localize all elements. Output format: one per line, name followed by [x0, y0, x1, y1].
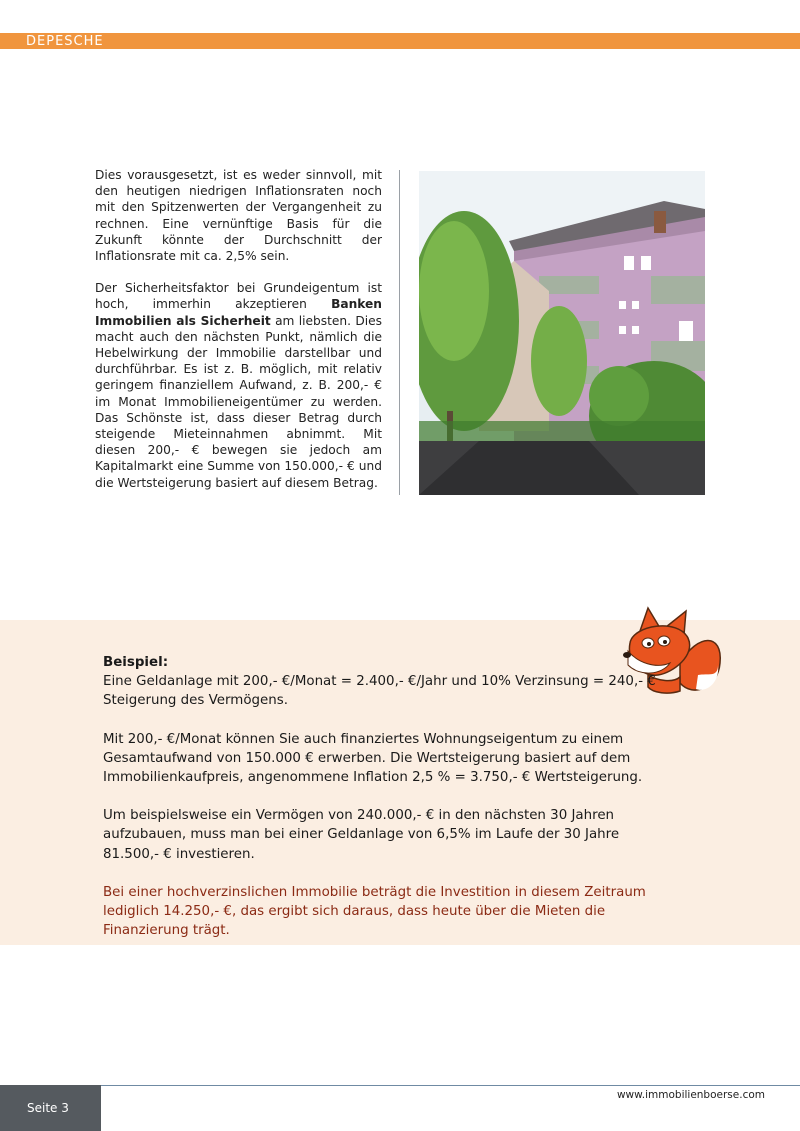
- column-divider: [399, 170, 400, 495]
- header-bar: [0, 33, 800, 49]
- example-block-1: [103, 653, 673, 711]
- article-paragraph-2: Der Sicherheitsfaktor bei Grundeigentum ist hoch, immerhin akzeptieren Banken Immobilien als Sicherheit am liebsten. Dies macht auch den nächsten Punkt, nämlich die Hebelwirkung der Immobilie darstellbar und durchführbar. Es ist z. B. möglich, mit relativ geringem finanziellem Aufwand, z. B. 200,- € im Monat Immobilieneigentümer zu werden. Das Schönste ist, dass dieser Betrag durch steigende Mieteinnahmen abnimmt. Mit diesen 200,- € bewegen sie jedoch am Kapitalmarkt eine Summe von 150.000,- € und die Wertsteigerung basiert auf diesem Betrag.: [95, 281, 383, 490]
- building-photo: [419, 171, 705, 495]
- page-number-badge: [0, 1085, 101, 1131]
- header-label: DEPESCHE: [26, 34, 104, 49]
- article-text: [95, 167, 382, 507]
- example-text: [103, 653, 673, 959]
- example-heading: Beispiel:: [103, 655, 169, 670]
- article-paragraph-1: Dies vorausgesetzt, ist es weder sinnvoll, mit den heutigen niedrigen Inflationsraten noch mit den Spitzenwerten der Vergangenheit zu rechnen. Eine vernünftige Basis für die Zukunft könnte der Durchschnitt der Inflationsrate mit ca. 2,5% sein.: [95, 168, 382, 264]
- bold-phrase: Banken Immobilien als Sicherheit: [95, 297, 382, 328]
- example-paragraph-2: Mit 200,- €/Monat können Sie auch finanziertes Wohnungseigentum zu einem Gesamtaufwand von 150.000 € erwerben. Die Wertsteigerung basiert auf dem Immobilienkaufpreis, angenommene Inflation 2,5 % = 3.750,- € Wertsteigerung.: [103, 731, 643, 786]
- example-paragraph-3: Um beispielsweise ein Vermögen von 240.000,- € in den nächsten 30 Jahren aufzubauen, muss man bei einer Geldanlage von 6,5% im Laufe der 30 Jahre 81.500,- € investieren.: [103, 808, 620, 862]
- footer-divider: [100, 1085, 800, 1086]
- page-number: Seite 3: [27, 1101, 69, 1115]
- example-paragraph-4: Bei einer hochverzinslichen Immobilie beträgt die Investition in diesem Zeitraum lediglich 14.250,- €, das ergibt sich daraus, dass heute über die Mieten die Finanzierung trägt.: [103, 884, 646, 939]
- example-line-1: Eine Geldanlage mit 200,- €/Monat = 2.400,- €/Jahr und 10% Verzinsung = 240,- € Steigerung des Vermögens.: [103, 674, 656, 709]
- website-link[interactable]: www.immobilienboerse.com: [616, 1089, 765, 1101]
